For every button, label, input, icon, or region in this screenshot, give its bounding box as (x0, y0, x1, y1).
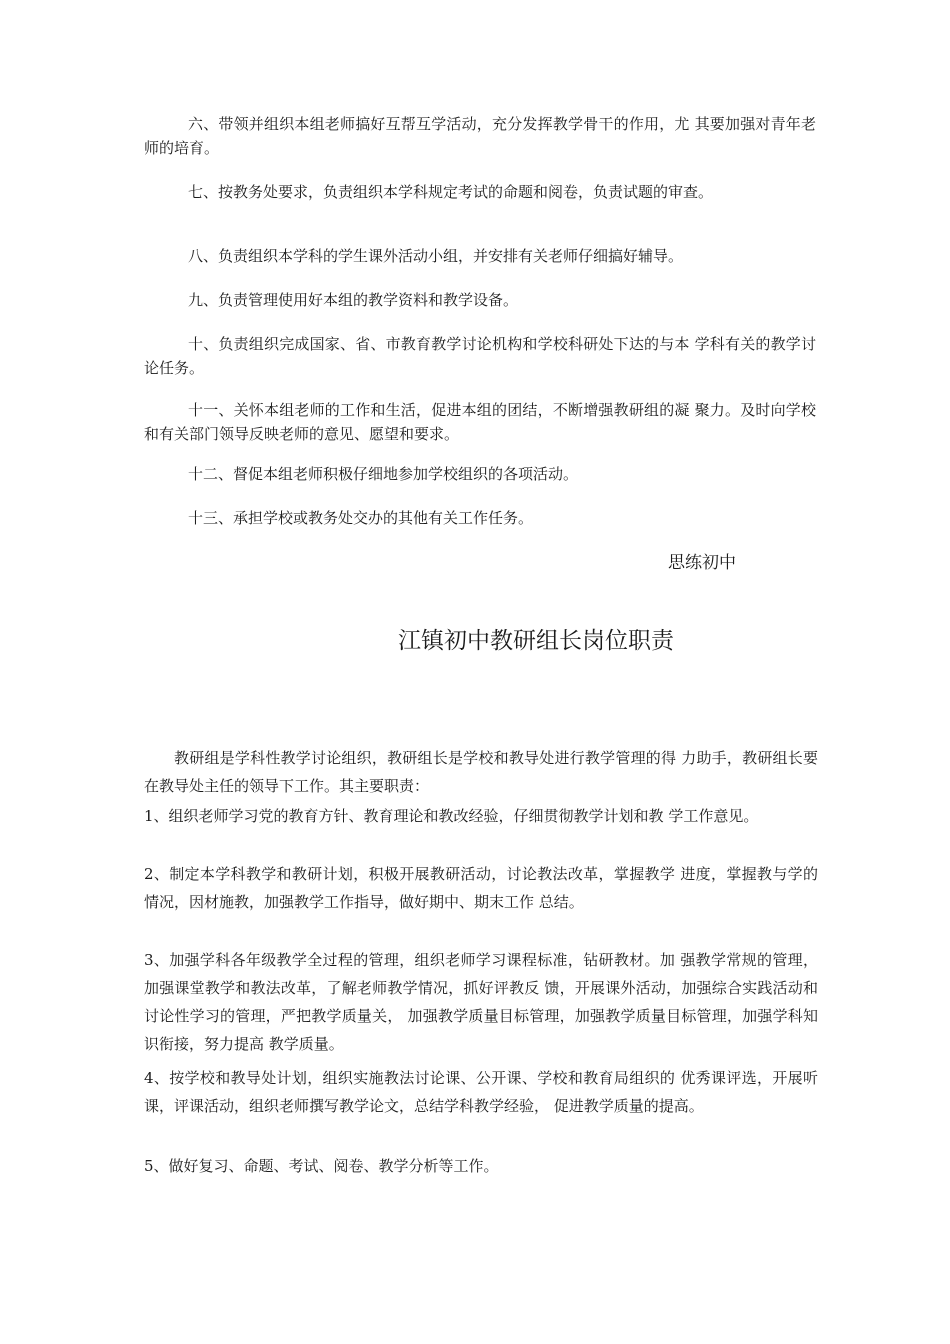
school-signature: 思练初中 (668, 553, 736, 573)
item-8: 八、负责组织本学科的学生课外活动小组，并安排有关老师仔细搞好辅导。 (188, 247, 684, 265)
duty-5: 5、做好复习、命题、考试、阅卷、教学分析等工作。 (144, 1157, 499, 1175)
item-7: 七、按教务处要求，负责组织本学科规定考试的命题和阅卷，负责试题的审查。 (188, 183, 714, 201)
item-9: 九、负责管理使用好本组的教学资料和教学设备。 (188, 291, 519, 309)
duty-3: 3、加强学科各年级教学全过程的管理，组织老师学习课程标准，钻研教材。加 强教学常规的管理，加强课堂教学和教法改革，了解老师教学情况，抓好评教反 馈，开展课外活动，加强综合实践活动和讨论性学习的管理，严把教学质量关， 加强教学质量目标管理，加强教学质量目标管理，加强学科知识衔接，努力提高 教学质量。 (144, 951, 818, 1053)
intro-paragraph: 教研组是学科性教学讨论组织，教研组长是学校和教导处进行教学管理的得 力助手，教研组长要在教导处主任的领导下工作。其主要职责： (144, 749, 818, 795)
item-11: 十一、关怀本组老师的工作和生活，促进本组的团结，不断增强教研组的凝 聚力。及时向学校和有关部门领导反映老师的意见、愿望和要求。 (144, 401, 816, 443)
duty-4: 4、按学校和教导处计划，组织实施教法讨论课、公开课、学校和教育局组织的 优秀课评选，开展听课，评课活动，组织老师撰写教学论文，总结学科教学经验， 促进教学质量的提高。 (144, 1069, 818, 1115)
item-10: 十、负责组织完成国家、省、市教育教学讨论机构和学校科研处下达的与本 学科有关的教学讨论任务。 (144, 335, 816, 377)
item-12: 十二、督促本组老师积极仔细地参加学校组织的各项活动。 (188, 465, 579, 483)
item-6: 六、带领并组织本组老师搞好互帮互学活动，充分发挥教学骨干的作用，尤 其要加强对青年老师的培育。 (144, 115, 816, 157)
duty-2: 2、制定本学科教学和教研计划，积极开展教研活动，讨论教法改革，掌握教学 进度，掌握教与学的情况，因材施教，加强教学工作指导，做好期中、期末工作 总结。 (144, 865, 818, 911)
item-13: 十三、承担学校或教务处交办的其他有关工作任务。 (188, 509, 534, 527)
duty-1: 1、组织老师学习党的教育方针、教育理论和教改经验，仔细贯彻教学计划和教 学工作意见。 (144, 807, 759, 825)
document-title: 江镇初中教研组长岗位职责 (398, 628, 674, 654)
